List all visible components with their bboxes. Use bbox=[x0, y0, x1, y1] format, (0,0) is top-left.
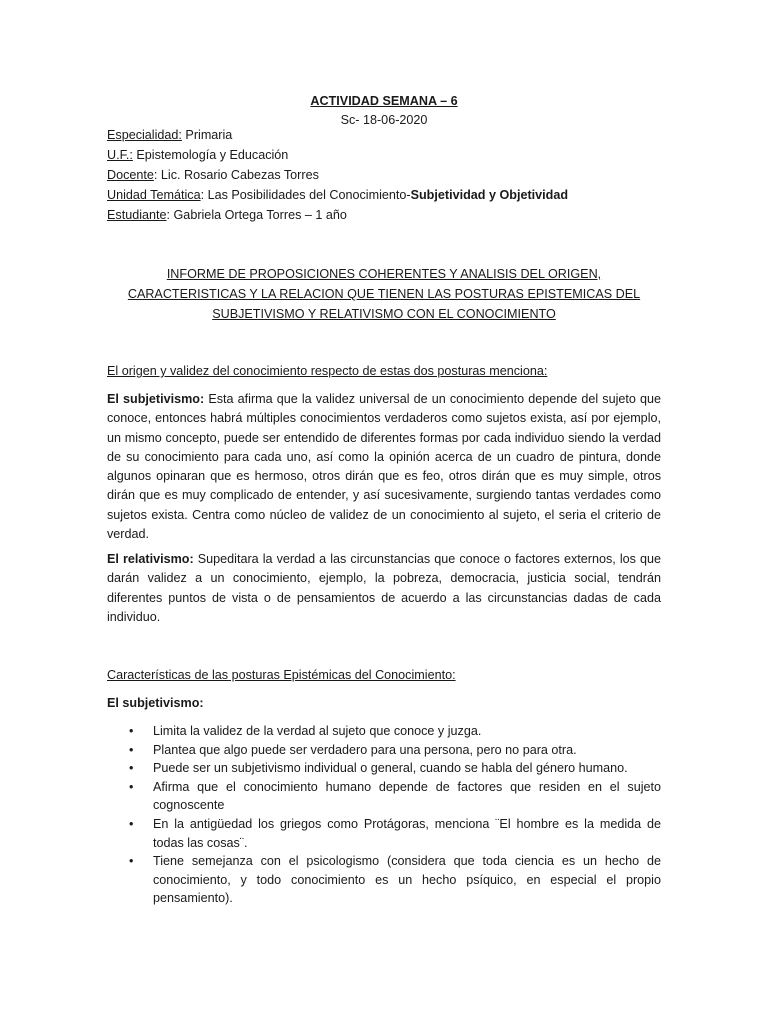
list-item-text: En la antigüedad los griegos como Protágoras, menciona ¨El hombre es la medida de todas las cosas¨. bbox=[153, 816, 661, 850]
list-item-text: Tiene semejanza con el psicologismo (considera que toda ciencia es un hecho de conocimiento, y todo conocimiento es un hecho psíquico, en especial el propio pensamiento). bbox=[153, 854, 661, 906]
characteristics-list bbox=[107, 722, 661, 908]
unidad-value-bold: Subjetividad y Objetividad bbox=[410, 188, 569, 202]
uf-row bbox=[107, 145, 667, 165]
text-subjetivismo: Esta afirma que la validez universal de un conocimiento depende del sujeto que conoce, entonces habrá múltiples conocimientos verdaderos como sujetos exista, así por ejemplo, un mismo concepto, puede ser entendido de diferentes formas por cada individuo siendo la verdad de su conocimiento para cada uno, así como la opinión acerca de un cuadro de pintura, donde algunos opinaran que es hermoso, otros dirán que es feo, otros dirán que es muy simple, otros dirán que es muy complicado de entender, y así sucesivamente, surgiendo tantas verdades como sujetos exista. Centra como núcleo de validez de un conocimiento al sujeto, el seria el criterio de verdad. bbox=[107, 392, 662, 542]
especialidad-label: Especialidad: bbox=[107, 128, 182, 142]
paragraph-relativismo bbox=[107, 550, 661, 627]
term-subjetivismo: El subjetivismo: bbox=[107, 392, 205, 406]
list-item-text: Puede ser un subjetivismo individual o general, cuando se habla del género humano. bbox=[153, 761, 628, 776]
section-heading-characteristics: Características de las posturas Epistémicas del Conocimiento: bbox=[107, 668, 456, 682]
list-item bbox=[107, 815, 661, 852]
document-date: Sc- 18-06-2020 bbox=[340, 113, 428, 127]
docente-row bbox=[107, 165, 667, 185]
especialidad-row bbox=[107, 125, 667, 145]
estudiante-label: Estudiante bbox=[107, 208, 167, 222]
uf-label: U.F.: bbox=[107, 148, 133, 162]
list-item bbox=[107, 759, 661, 778]
bullet-icon: • bbox=[129, 779, 134, 794]
text-relativismo: Supeditara la verdad a las circunstancias que conoce o factores externos, los que darán validez a un conocimiento, ejemplo, la pobreza, democracia, justicia social, tendrán diferentes puntos de vista o de pensamientos de acuerdo a las circunstancias dadas de cada individuo. bbox=[107, 552, 661, 624]
list-item bbox=[107, 778, 661, 815]
bullet-icon: • bbox=[129, 724, 134, 738]
list-item-text: Plantea que algo puede ser verdadero para una persona, pero no para otra. bbox=[153, 742, 577, 757]
docente-label: Docente bbox=[107, 168, 154, 182]
bullet-icon: • bbox=[129, 761, 134, 776]
unidad-label: Unidad Temática bbox=[107, 188, 201, 202]
docente-value: : Lic. Rosario Cabezas Torres bbox=[153, 168, 319, 182]
paragraph-subjetivismo bbox=[107, 390, 661, 544]
especialidad-value: Primaria bbox=[181, 128, 233, 142]
unidad-row bbox=[107, 185, 667, 205]
metadata-block bbox=[107, 125, 667, 225]
list-item-text: Limita la validez de la verdad al sujeto que conoce y juzga. bbox=[153, 724, 482, 738]
bullet-icon: • bbox=[129, 816, 134, 831]
unidad-value: : Las Posibilidades del Conocimiento- bbox=[200, 188, 411, 202]
bullet-icon: • bbox=[129, 854, 134, 869]
term-relativismo: El relativismo: bbox=[107, 552, 194, 566]
report-title: INFORME DE PROPOSICIONES COHERENTES Y ANALISIS DEL ORIGEN, CARACTERISTICAS Y LA RELACION QUE TIENEN LAS POSTURAS EPISTEMICAS DEL SUBJETIVISMO Y RELATIVISMO CON EL CONOCIMIENTO bbox=[127, 267, 641, 321]
list-item bbox=[107, 852, 661, 908]
list-item-text: Afirma que el conocimiento humano depende de factores que residen en el sujeto cognoscente bbox=[153, 779, 661, 813]
list-item bbox=[107, 741, 661, 760]
estudiante-value: : Gabriela Ortega Torres – 1 año bbox=[166, 208, 347, 222]
document-title: ACTIVIDAD SEMANA – 6 bbox=[310, 94, 458, 108]
subheading-subjetivismo: El subjetivismo: bbox=[107, 696, 204, 710]
bullet-icon: • bbox=[129, 742, 134, 757]
list-item bbox=[107, 722, 661, 741]
uf-value: Epistemología y Educación bbox=[132, 148, 289, 162]
section-heading-origin: El origen y validez del conocimiento respecto de estas dos posturas menciona: bbox=[107, 364, 548, 378]
estudiante-row bbox=[107, 205, 667, 225]
